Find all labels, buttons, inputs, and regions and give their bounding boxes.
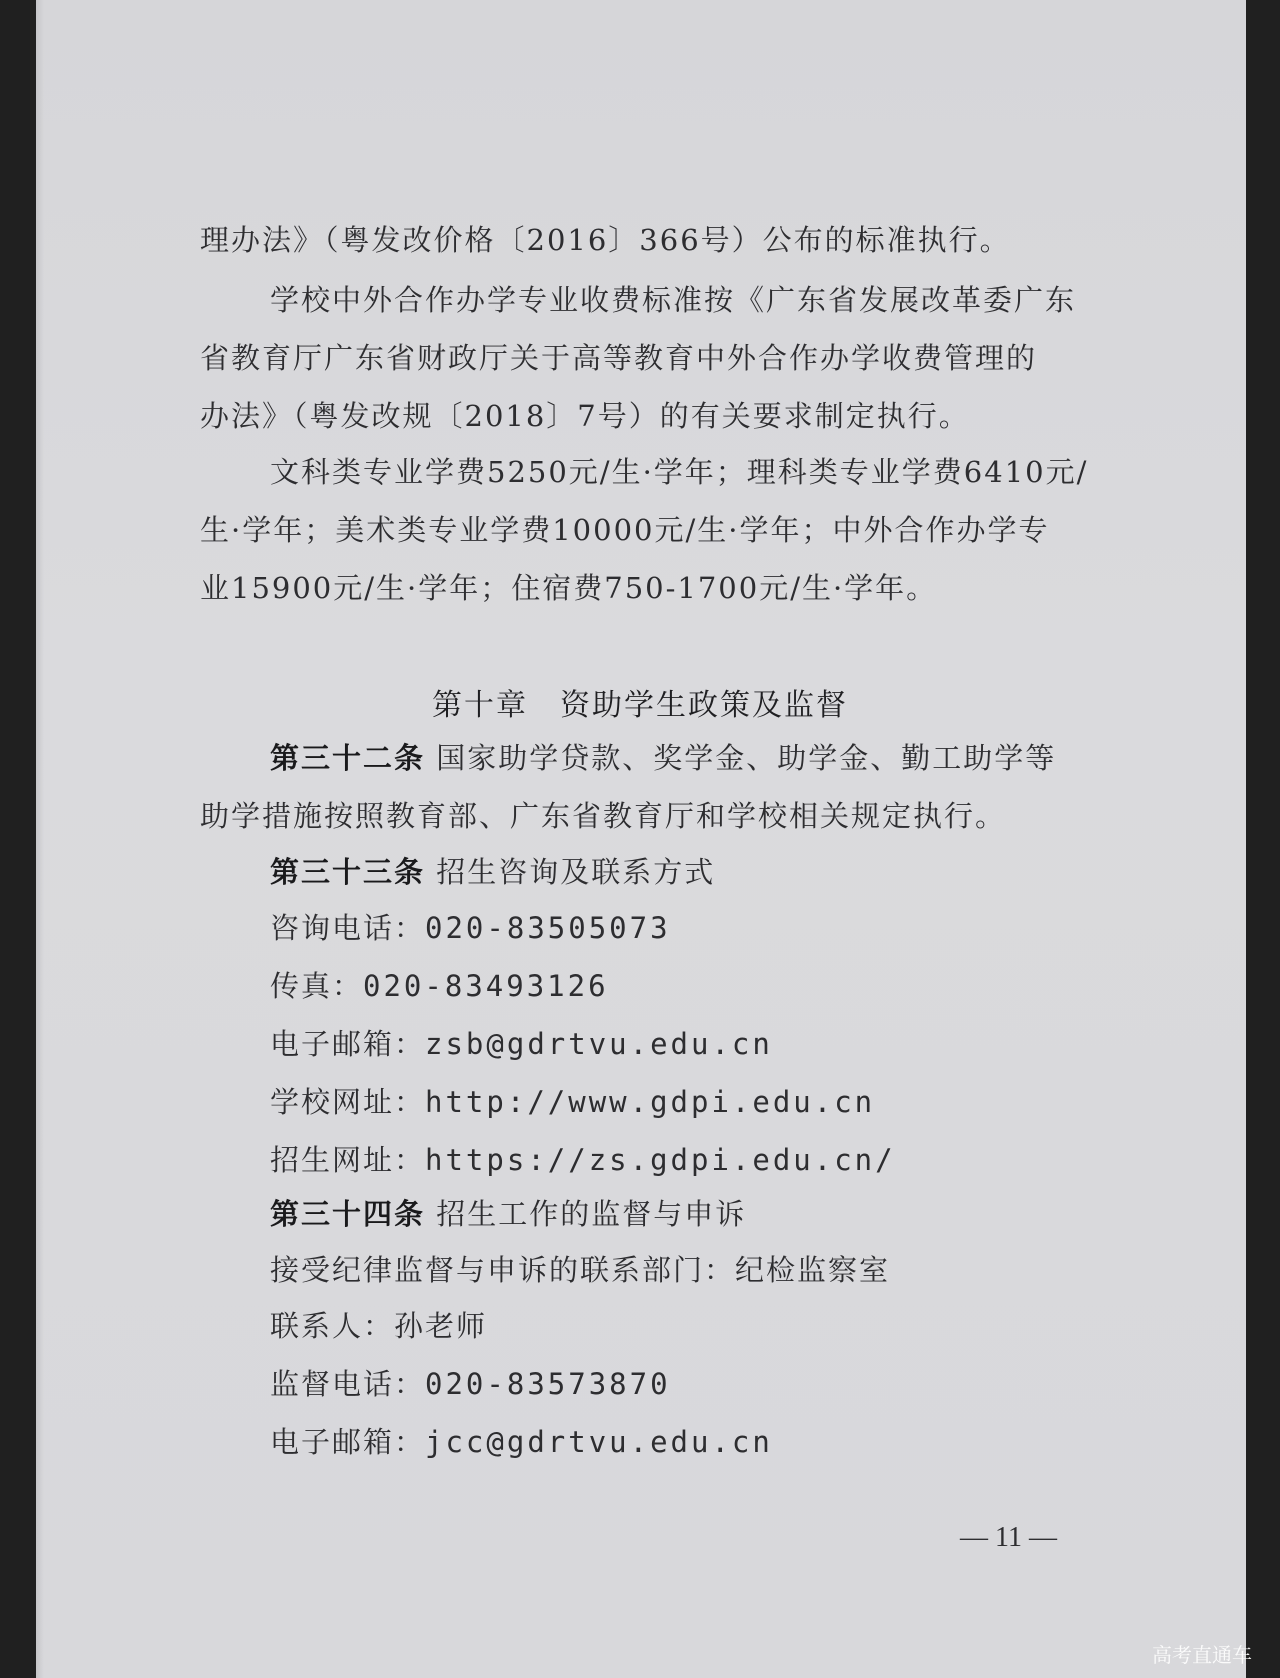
body-line: 省教育厅广东省财政厅关于高等教育中外合作办学收费管理的 bbox=[200, 341, 1038, 375]
email-line bbox=[270, 1024, 1170, 1064]
article-34 bbox=[270, 1194, 1170, 1234]
paper-edge bbox=[36, 0, 44, 1678]
body-line: 办法》（粤发改规〔2018〕7号）的有关要求制定执行。 bbox=[200, 399, 970, 433]
email-label: 电子邮箱： bbox=[270, 1027, 426, 1061]
body-line: 业15900元/生·学年；住宿费750-1700元/生·学年。 bbox=[200, 571, 938, 605]
admission-site-line bbox=[270, 1140, 1170, 1180]
article-label: 第三十四条 bbox=[270, 1197, 426, 1231]
article-text: 招生咨询及联系方式 bbox=[425, 855, 716, 889]
body-line: 文科类专业学费5250元/生·学年；理科类专业学费6410元/ bbox=[270, 455, 1089, 489]
admission-site-label: 招生网址： bbox=[270, 1143, 426, 1177]
article-text: 国家助学贷款、奖学金、助学金、勤工助学等 bbox=[425, 741, 1057, 775]
chapter-title: 第十章 资助学生政策及监督 bbox=[432, 688, 848, 723]
body-line: 学校中外合作办学专业收费标准按《广东省发展改革委广东 bbox=[270, 283, 1077, 317]
supervision-email-value: jcc@gdrtvu.edu.cn bbox=[425, 1425, 773, 1459]
article-label: 第三十三条 bbox=[270, 855, 426, 889]
supervision-phone-label: 监督电话： bbox=[270, 1367, 426, 1401]
admission-site-value: https://zs.gdpi.edu.cn/ bbox=[425, 1143, 896, 1177]
body-line: 生·学年；美术类专业学费10000元/生·学年；中外合作办学专 bbox=[200, 513, 1050, 547]
consult-phone-line bbox=[270, 908, 1170, 948]
supervision-email-label: 电子邮箱： bbox=[270, 1425, 426, 1459]
article-label: 第三十二条 bbox=[270, 741, 426, 775]
school-site-value: http://www.gdpi.edu.cn bbox=[425, 1085, 876, 1119]
article-32 bbox=[270, 738, 1170, 778]
consult-phone-value: 020-83505073 bbox=[425, 911, 671, 945]
supervision-dept-line: 接受纪律监督与申诉的联系部门：纪检监察室 bbox=[270, 1253, 891, 1287]
body-line: 理办法》（粤发改价格〔2016〕366号）公布的标准执行。 bbox=[200, 223, 1011, 257]
fax-line bbox=[270, 966, 1170, 1006]
fax-value: 020-83493126 bbox=[363, 969, 609, 1003]
article-33 bbox=[270, 852, 1170, 892]
school-site-line bbox=[270, 1082, 1170, 1122]
email-value: zsb@gdrtvu.edu.cn bbox=[425, 1027, 773, 1061]
supervision-email-line bbox=[270, 1422, 1170, 1462]
school-site-label: 学校网址： bbox=[270, 1085, 426, 1119]
contact-person-line: 联系人：孙老师 bbox=[270, 1309, 488, 1343]
supervision-phone-value: 020-83573870 bbox=[425, 1367, 671, 1401]
article-text: 招生工作的监督与申诉 bbox=[425, 1197, 747, 1231]
watermark: 高考直通车 bbox=[1152, 1643, 1252, 1667]
article-32-cont: 助学措施按照教育部、广东省教育厅和学校相关规定执行。 bbox=[200, 799, 1007, 833]
fax-label: 传真： bbox=[270, 969, 364, 1003]
supervision-phone-line bbox=[270, 1364, 1170, 1404]
page-number: — 11 — bbox=[960, 1522, 1057, 1553]
consult-phone-label: 咨询电话： bbox=[270, 911, 426, 945]
